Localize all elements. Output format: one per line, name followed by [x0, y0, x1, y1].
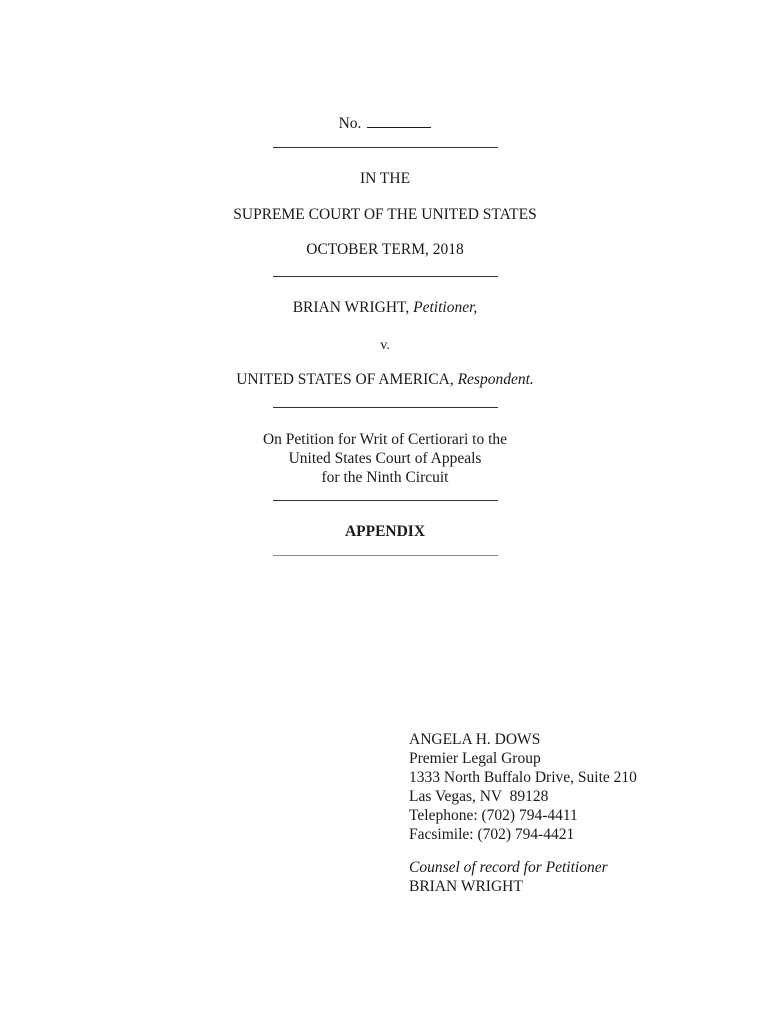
- counsel-telephone: Telephone: (702) 794-4411: [409, 807, 578, 824]
- document-title: APPENDIX: [344, 523, 426, 540]
- divider-4: [273, 500, 498, 501]
- counsel-client: BRIAN WRIGHT: [409, 878, 523, 895]
- counsel-role: Counsel of record for Petitioner: [409, 859, 608, 876]
- petitioner-name: BRIAN WRIGHT,: [292, 299, 410, 316]
- respondent-role: Respondent.: [457, 371, 534, 388]
- court-name: SUPREME COURT OF THE UNITED STATES: [233, 206, 537, 223]
- term-heading: OCTOBER TERM, 2018: [306, 241, 464, 258]
- docket-number-label: No.: [338, 115, 362, 132]
- counsel-address-line-1: 1333 North Buffalo Drive, Suite 210: [409, 769, 637, 786]
- respondent-name: UNITED STATES OF AMERICA,: [236, 371, 454, 388]
- counsel-firm: Premier Legal Group: [409, 750, 541, 767]
- counsel-spacer: [409, 844, 637, 858]
- counsel-address-line-2: Las Vegas, NV 89128: [409, 788, 549, 805]
- divider-1: [273, 147, 498, 148]
- petition-line-3: for the Ninth Circuit: [321, 469, 449, 486]
- docket-number-line: [0, 114, 770, 133]
- counsel-block: [409, 730, 637, 896]
- petitioner-line: [0, 299, 770, 317]
- docket-number-blank: [367, 114, 431, 128]
- petition-line-1: On Petition for Writ of Certiorari to the: [262, 431, 508, 448]
- petition-line-2: United States Court of Appeals: [288, 450, 482, 467]
- respondent-line: [0, 371, 770, 389]
- counsel-name: ANGELA H. DOWS: [409, 731, 541, 748]
- divider-5: [273, 555, 498, 556]
- petition-block: [0, 430, 770, 487]
- divider-2: [273, 276, 498, 277]
- divider-3: [273, 407, 498, 408]
- counsel-facsimile: Facsimile: (702) 794-4421: [409, 826, 575, 843]
- versus-label: v.: [380, 338, 390, 353]
- in-the-heading: IN THE: [359, 170, 411, 187]
- petitioner-role: Petitioner,: [413, 299, 478, 316]
